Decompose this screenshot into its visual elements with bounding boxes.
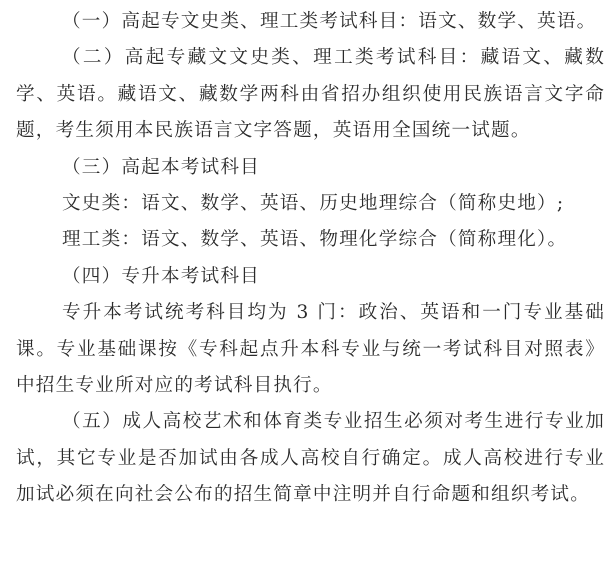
- paragraph-gaoqizhuan-subjects: （一）高起专文史类、理工类考试科目：语文、数学、英语。: [62, 11, 597, 32]
- paragraph-tibetan-subjects: （二）高起专藏文文史类、理工类考试科目：藏语文、藏数学、英语。藏语文、藏数学两科由省招办组织使用民族语言文字命题，考生须用本民族语言文字答题，英语用全国统一试题。: [16, 47, 605, 142]
- paragraph-zhuanshengben-heading: （四）专升本考试科目: [62, 265, 260, 287]
- paragraph-gaoqiben-heading: （三）高起本考试科目: [62, 156, 260, 178]
- paragraph-art-sports-exam: （五）成人高校艺术和体育类专业招生必须对考生进行专业加试，其它专业是否加试由各成人高校自行确定。成人高校进行专业加试必须在向社会公布的招生简章中注明并自行命题和组织考试。: [16, 411, 605, 506]
- paragraph-zhuanshengben-subjects: 专升本考试统考科目均为 3 门：政治、英语和一门专业基础课。专业基础课按《专科起点升本科专业与统一考试科目对照表》中招生专业所对应的考试科目执行。: [16, 302, 605, 397]
- paragraph-ligong-subjects: 理工类：语文、数学、英语、物理化学综合（简称理化）。: [62, 229, 568, 251]
- paragraph-wenshi-subjects: 文史类：语文、数学、英语、历史地理综合（简称史地）;: [62, 193, 565, 215]
